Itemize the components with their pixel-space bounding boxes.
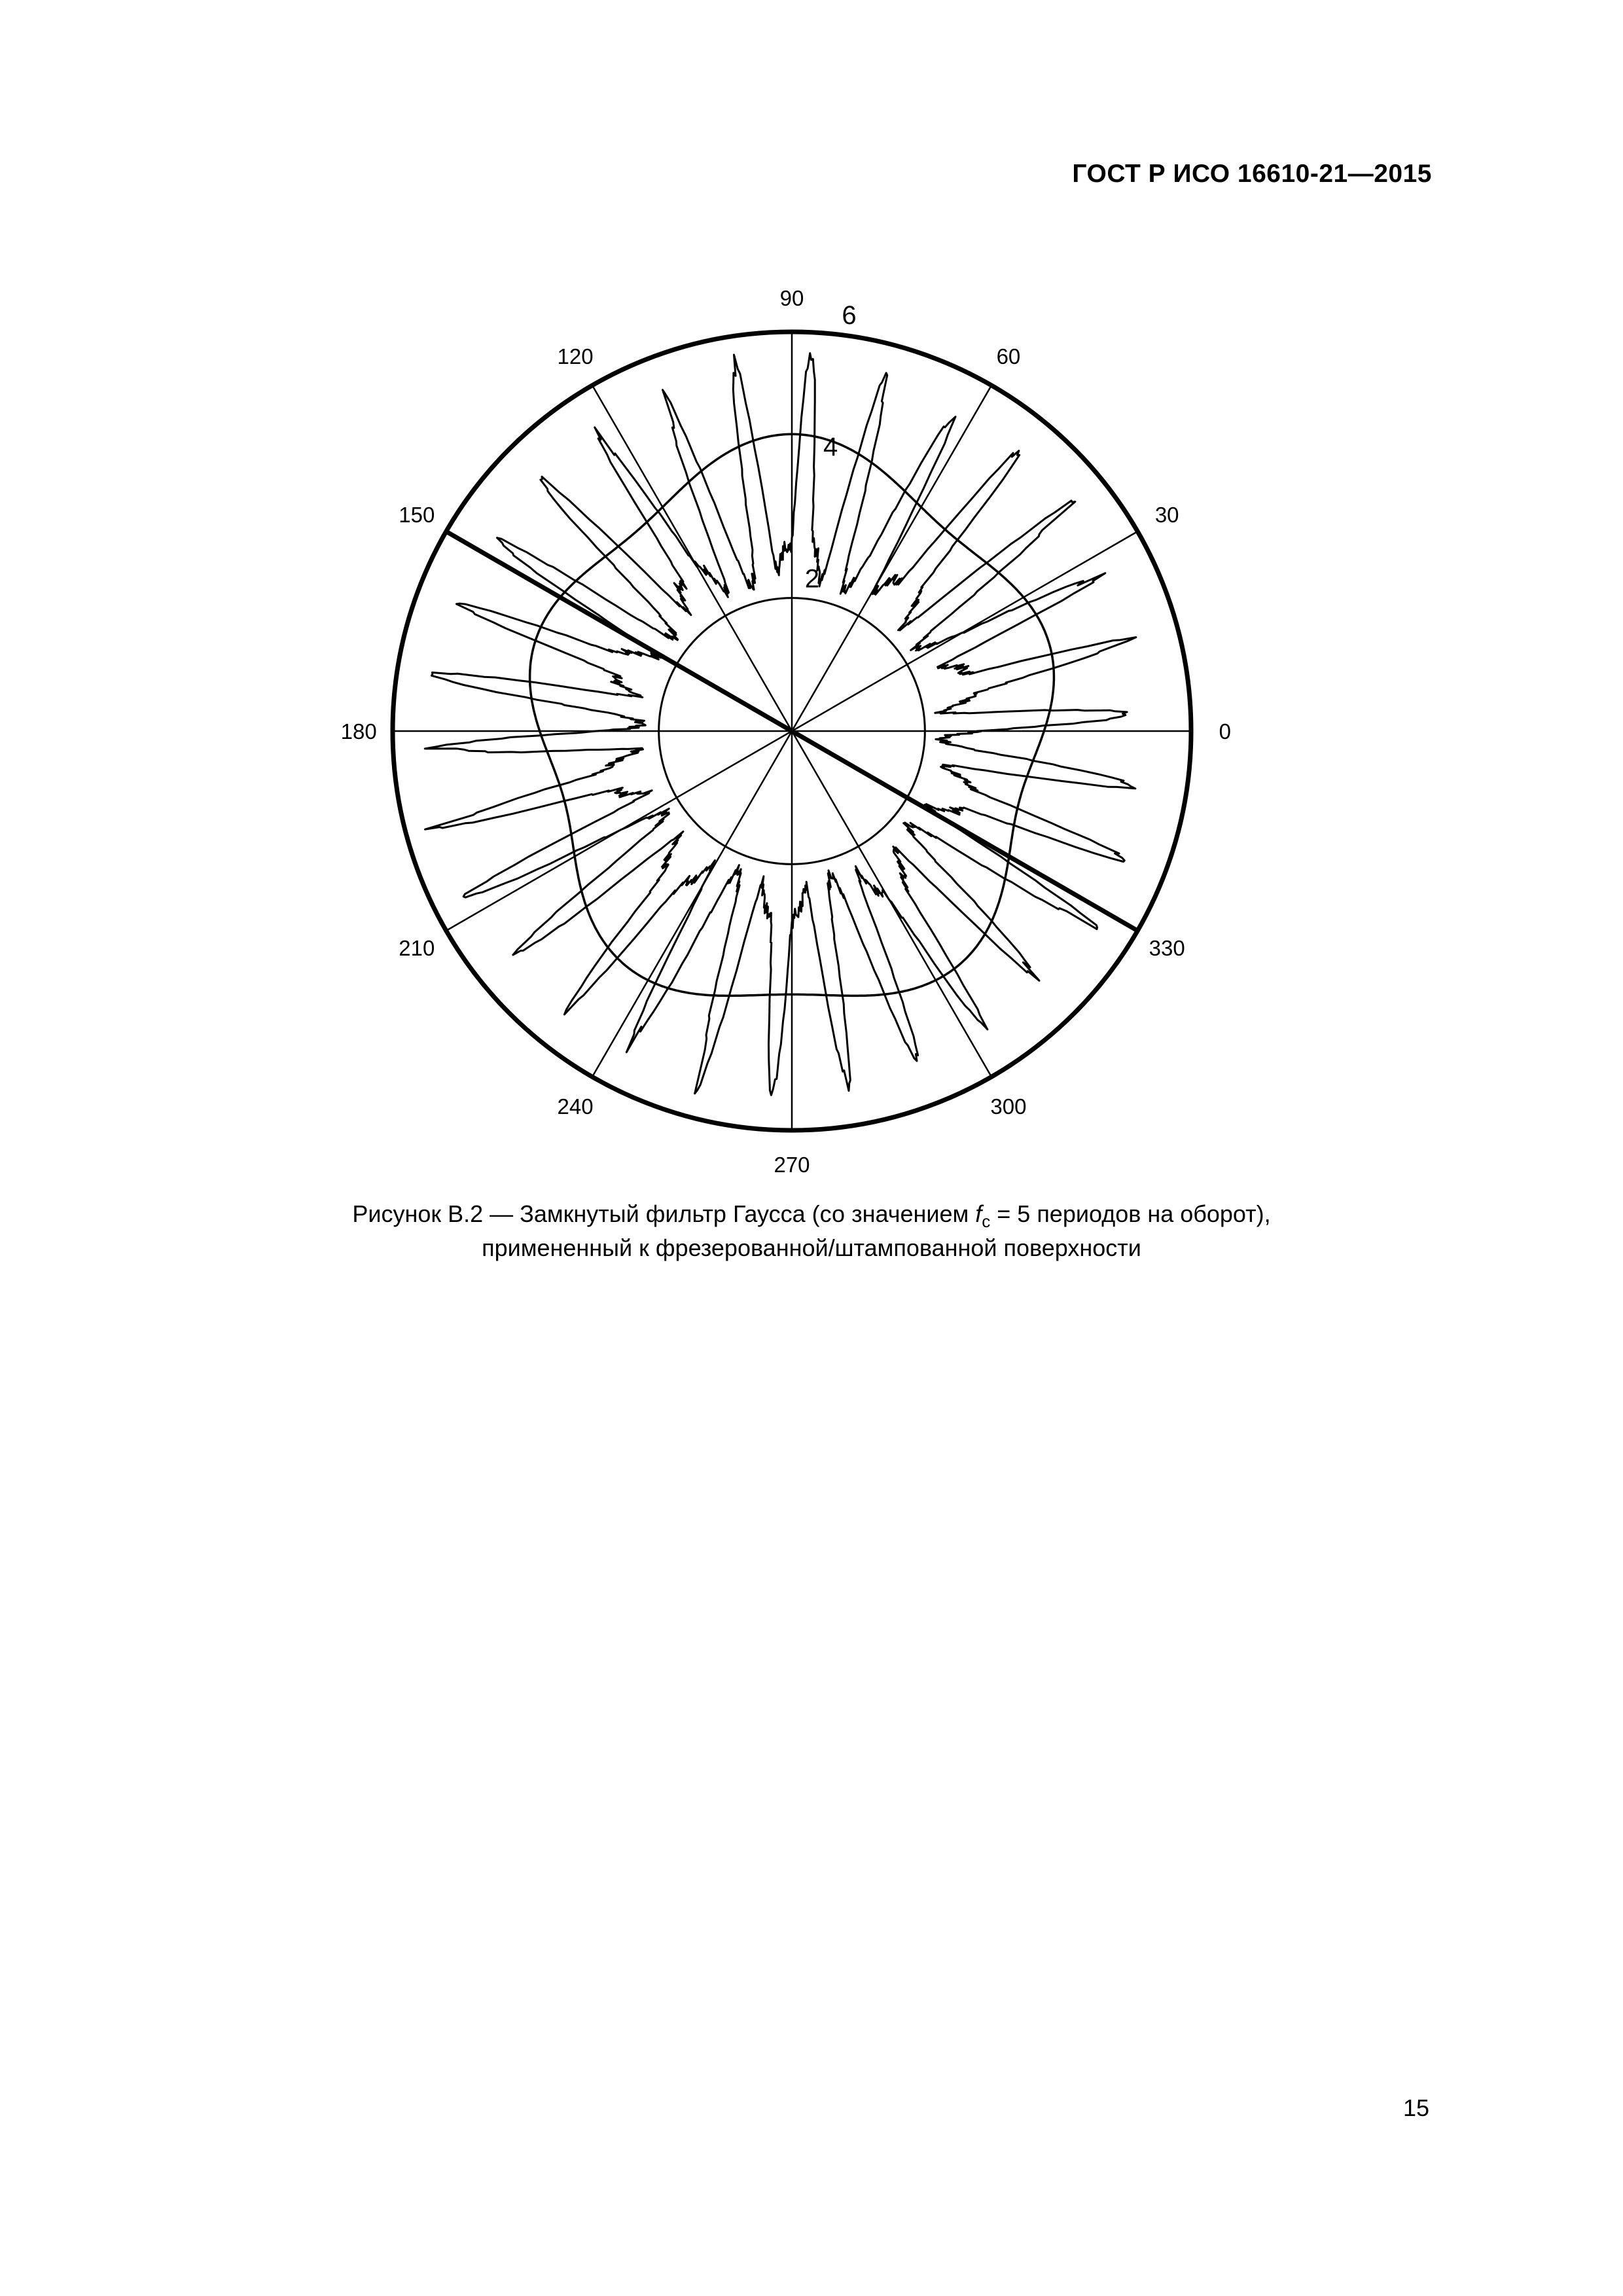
angle-tick-label-90: 90: [779, 286, 804, 311]
caption-line-1-start: Рисунок В.2 — Замкнутый фильтр Гаусса (со значением: [352, 1200, 976, 1227]
caption-line-1-end: = 5 периодов на оборот),: [990, 1200, 1271, 1227]
radial-label-4: 4: [823, 433, 838, 462]
figure-caption: [0, 1199, 1623, 1264]
caption-variable-subscript: c: [982, 1211, 991, 1232]
angle-tick-label-30: 30: [1154, 503, 1179, 528]
angle-tick-label-240: 240: [557, 1094, 594, 1119]
angle-tick-label-300: 300: [990, 1094, 1027, 1119]
angle-tick-label-150: 150: [399, 503, 435, 528]
angle-tick-label-330: 330: [1149, 935, 1185, 960]
angle-tick-label-120: 120: [557, 344, 594, 368]
standard-header: ГОСТ Р ИСО 16610-21—2015: [1072, 160, 1432, 188]
angle-tick-label-270: 270: [774, 1152, 810, 1177]
page-number: 15: [1402, 2094, 1429, 2121]
angle-tick-label-180: 180: [340, 719, 377, 744]
caption-line-2: примененный к фрезерованной/штампованной поверхности: [482, 1234, 1141, 1261]
radial-label-2: 2: [804, 564, 819, 594]
angle-tick-label-0: 0: [1219, 719, 1232, 744]
angle-tick-label-210: 210: [399, 935, 435, 960]
caption-line-1: [0, 1199, 1623, 1233]
radial-label-6: 6: [842, 300, 857, 330]
angle-tick-label-60: 60: [996, 344, 1021, 368]
caption-variable: f: [975, 1200, 982, 1227]
